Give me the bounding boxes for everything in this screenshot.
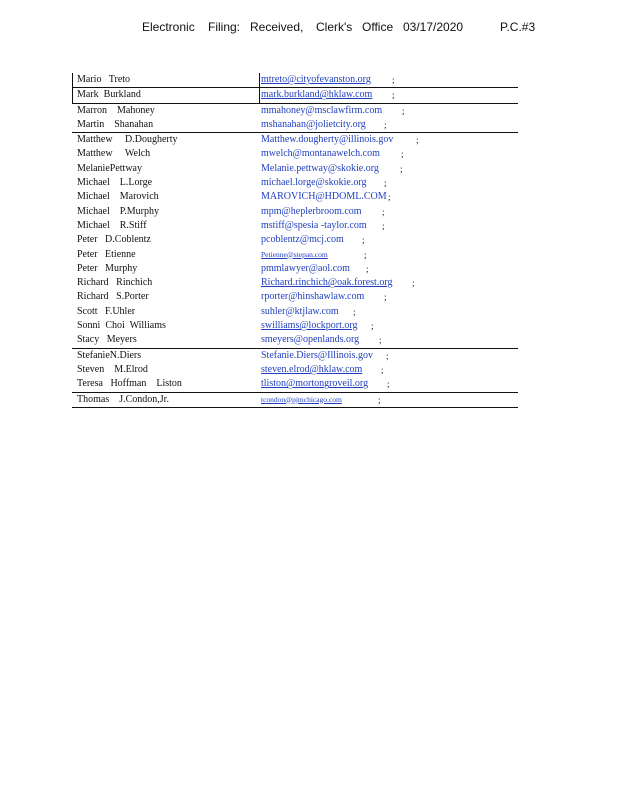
contact-name: MelaniePettway [77, 162, 142, 174]
contact-name: StefanieN.Diers [77, 349, 142, 361]
separator: ; [400, 163, 403, 174]
separator: ; [388, 192, 391, 203]
contact-email[interactable]: Petienne@stepan.com [261, 249, 328, 259]
contact-email[interactable]: mstiff@spesia -taylor.com [261, 219, 367, 231]
contact-row [72, 147, 518, 161]
contact-row [72, 262, 518, 276]
contact-name: Thomas J.Condon,Jr. [77, 393, 169, 405]
contact-email[interactable]: tcondon@pjmchicago.com [261, 394, 342, 404]
separator: ; [353, 306, 356, 317]
contact-name: Richard S.Porter [77, 291, 149, 303]
contact-name: Scott F.Uhler [77, 305, 136, 317]
contact-row [72, 73, 518, 87]
separator: ; [378, 394, 381, 405]
contact-email[interactable]: suhler@ktjlaw.com [261, 305, 339, 317]
contact-name: Richard Rinchich [77, 277, 153, 289]
contact-email[interactable]: mark.burkland@hklaw.com [261, 89, 373, 101]
contact-name: Stacy Meyers [77, 334, 137, 346]
contact-email[interactable]: smeyers@openlands.org [261, 334, 360, 346]
separator: ; [379, 335, 382, 346]
contact-row [72, 132, 518, 147]
contact-row [72, 305, 518, 319]
header-received: Received, [250, 20, 304, 34]
contact-name: Peter D.Coblentz [77, 234, 151, 246]
contact-email[interactable]: Stefanie.Diers@Illinois.gov [261, 349, 373, 361]
contact-email[interactable]: mpm@heplerbroom.com [261, 205, 362, 217]
contact-name: Sonni Choi Williams [77, 320, 166, 332]
contact-name: Michael P.Murphy [77, 205, 159, 217]
contact-name: Matthew Welch [77, 148, 151, 160]
separator: ; [401, 149, 404, 160]
contact-row [72, 319, 518, 333]
contact-name: Peter Murphy [77, 262, 138, 274]
contact-email[interactable]: swilliams@lockport.org [261, 320, 358, 332]
contact-email[interactable]: Matthew.dougherty@illinois.gov [261, 134, 394, 146]
contact-row [72, 219, 518, 233]
separator: ; [364, 249, 367, 260]
separator: ; [387, 379, 390, 390]
contact-name: Teresa Hoffman Liston [77, 378, 182, 390]
contact-email[interactable]: mshanahan@jolietcity.org [261, 118, 366, 130]
contact-name: Mario Treto [77, 74, 131, 85]
contact-row [72, 162, 518, 176]
contact-row [72, 392, 518, 408]
header-page-code: P.C.#3 [500, 20, 536, 34]
contact-row [72, 205, 518, 219]
contact-email[interactable]: mtreto@cityofevanston.org [261, 74, 371, 85]
contact-name: Martin Shanahan [77, 118, 154, 130]
contact-row [72, 348, 518, 363]
separator: ; [384, 119, 387, 130]
contact-email[interactable]: steven.elrod@hklaw.com [261, 363, 363, 375]
separator: ; [382, 206, 385, 217]
filing-header [0, 20, 618, 36]
contact-row [72, 248, 518, 262]
contact-name: Marron Mahoney [77, 104, 155, 116]
contact-email[interactable]: Melanie.pettway@skokie.org [261, 162, 379, 174]
header-office: Office [362, 20, 394, 34]
contact-row [72, 363, 518, 377]
contact-email[interactable]: Richard.rinchich@oak.forest.org [261, 277, 393, 289]
contact-name: Michael L.Lorge [77, 177, 153, 189]
contact-row [72, 233, 518, 247]
contact-name: Steven M.Elrod [77, 363, 148, 375]
contact-row [72, 176, 518, 190]
header-filing: Filing: [208, 20, 241, 34]
header-electronic: Electronic [142, 20, 195, 34]
contact-row [72, 276, 518, 290]
contact-name: Matthew D.Dougherty [77, 134, 178, 146]
contact-email[interactable]: pmmlawyer@aol.com [261, 262, 350, 274]
contact-name: Michael Marovich [77, 191, 159, 203]
contact-name: Peter Etienne [77, 248, 136, 260]
contact-name: Michael R.Stiff [77, 219, 147, 231]
contact-email[interactable]: pcoblentz@mcj.com [261, 234, 344, 246]
separator: ; [366, 263, 369, 274]
header-date: 03/17/2020 [403, 20, 464, 34]
separator: ; [416, 135, 419, 146]
contact-row [72, 377, 518, 391]
contact-row [72, 87, 518, 103]
contact-row [72, 104, 518, 118]
contact-email[interactable]: mwelch@montanawelch.com [261, 148, 380, 160]
contact-name: Mark Burkland [77, 89, 141, 101]
contact-email[interactable]: tliston@mortongroveil.org [261, 378, 369, 390]
contact-email[interactable]: mmahoney@msclawfirm.com [261, 104, 383, 116]
separator: ; [386, 350, 389, 361]
contact-row [72, 290, 518, 304]
contact-row [72, 190, 518, 204]
separator: ; [371, 321, 374, 332]
separator: ; [392, 75, 395, 85]
separator: ; [382, 220, 385, 231]
separator: ; [412, 278, 415, 289]
separator: ; [384, 292, 387, 303]
contact-list [72, 73, 518, 408]
contact-row [72, 333, 518, 347]
contact-email[interactable]: michael.lorge@skokie.org [261, 177, 367, 189]
separator: ; [362, 235, 365, 246]
contact-email[interactable]: rporter@hinshawlaw.com [261, 291, 365, 303]
contact-row [72, 118, 518, 132]
contact-email[interactable]: MAROVICH@HDOML.COM [261, 191, 387, 203]
separator: ; [381, 364, 384, 375]
separator: ; [392, 90, 395, 101]
separator: ; [384, 178, 387, 189]
separator: ; [402, 105, 405, 116]
header-clerks: Clerk's [316, 20, 353, 34]
